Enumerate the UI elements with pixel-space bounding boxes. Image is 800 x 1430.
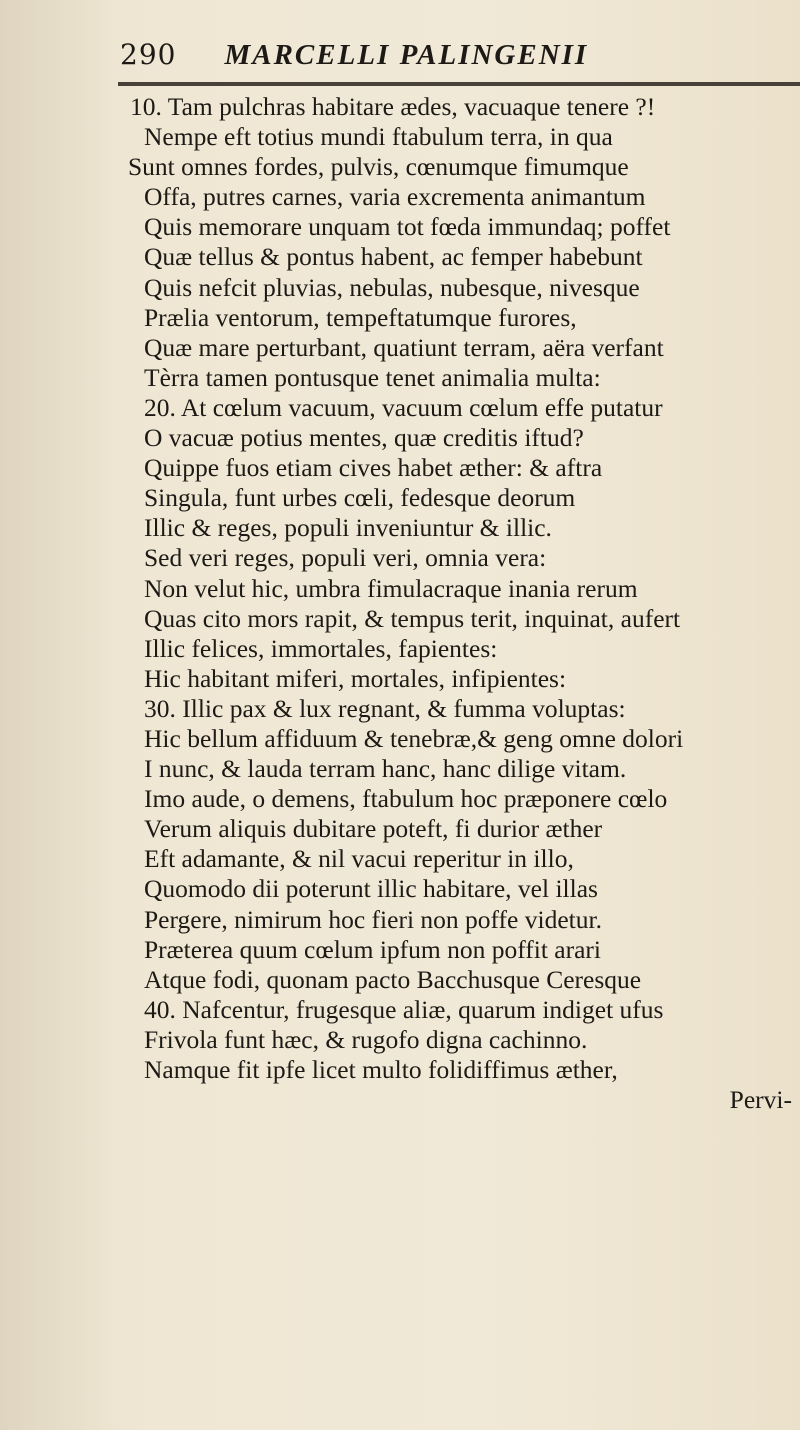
verse-line: Non velut hic, umbra fimulacraque inania rerum — [144, 573, 638, 603]
verse-line: Sed veri reges, populi veri, omnia vera: — [144, 543, 547, 573]
verse-line: Namque fit ipfe licet multo folidiffimus æther, — [144, 1055, 618, 1084]
verse-line: 10. Tam pulchras habitare ædes, vacuaque tenere ?! — [130, 92, 656, 121]
verse-line: Quæ mare perturbant, quatiunt terram, aëra verfant — [144, 332, 664, 362]
verse-line: Illic & reges, populi inveniuntur & illic. — [144, 513, 552, 543]
verse-line: O vacuæ potius mentes, quæ creditis iftud? — [144, 423, 584, 453]
verse-line: Frivola funt hæc, & rugofo digna cachinno. — [144, 1024, 588, 1054]
verse-line: Illic felices, immortales, fapientes: — [144, 633, 498, 663]
verse-line: Præterea quum cœlum ipfum non poffit arari — [144, 934, 602, 964]
header-rule — [118, 82, 800, 86]
verse-line: 30. Illic pax & lux regnant, & fumma voluptas: — [144, 693, 626, 723]
catchword: Pervi- — [729, 1085, 792, 1115]
verse-line: Prælia ventorum, tempeftatumque furores, — [144, 302, 577, 332]
page-number: 290 — [120, 38, 177, 71]
verse-line: Atque fodi, quonam pacto Bacchusque Ceresque — [144, 964, 642, 994]
verse-line: Quæ tellus & pontus habent, ac femper habebunt — [144, 242, 643, 272]
running-title: MARCELLI PALINGENII — [224, 39, 589, 71]
verse-line: Quis memorare unquam tot fœda immundaq; poffet — [144, 212, 671, 242]
verse-line: Singula, funt urbes cœli, fedesque deorum — [144, 483, 576, 513]
verse-line: I nunc, & lauda terram hanc, hanc dilige vitam. — [144, 754, 627, 784]
verse-line: Hic habitant miferi, mortales, infipientes: — [144, 663, 567, 693]
verse-line: Quis nefcit pluvias, nebulas, nubesque, nivesque — [144, 272, 640, 302]
page-margin-shadow — [0, 0, 110, 1430]
verse-line: Quippe fuos etiam cives habet æther: & aftra — [144, 453, 603, 483]
verse-line: Nempe eft totius mundi ftabulum terra, in qua — [144, 122, 613, 152]
verse-line: Pergere, nimirum hoc fieri non poffe videtur. — [144, 904, 602, 934]
verse-line: Sunt omnes fordes, pulvis, cœnumque fimumque — [128, 152, 629, 182]
verse-line: Verum aliquis dubitare poteft, fi durior æther — [144, 814, 603, 844]
verse-line: Tèrra tamen pontusque tenet animalia multa: — [144, 362, 601, 392]
verse-line: Quomodo dii poterunt illic habitare, vel illas — [144, 874, 598, 904]
verse-line: 40. Nafcentur, frugesque aliæ, quarum indiget ufus — [144, 994, 664, 1024]
verse-line: Quas cito mors rapit, & tempus terit, inquinat, aufert — [144, 603, 681, 633]
verse-line: Offa, putres carnes, varia excrementa animantum — [144, 182, 646, 212]
verse-line: Eft adamante, & nil vacui reperitur in illo, — [144, 844, 574, 874]
verse-line: 20. At cœlum vacuum, vacuum cœlum effe putatur — [144, 392, 663, 422]
verse-line: Imo aude, o demens, ftabulum hoc præponere cœlo — [144, 784, 668, 814]
page-header — [120, 38, 760, 78]
poem-text — [104, 92, 800, 1115]
verse-line: Hic bellum affiduum & tenebræ,& geng omne dolori — [144, 723, 684, 753]
